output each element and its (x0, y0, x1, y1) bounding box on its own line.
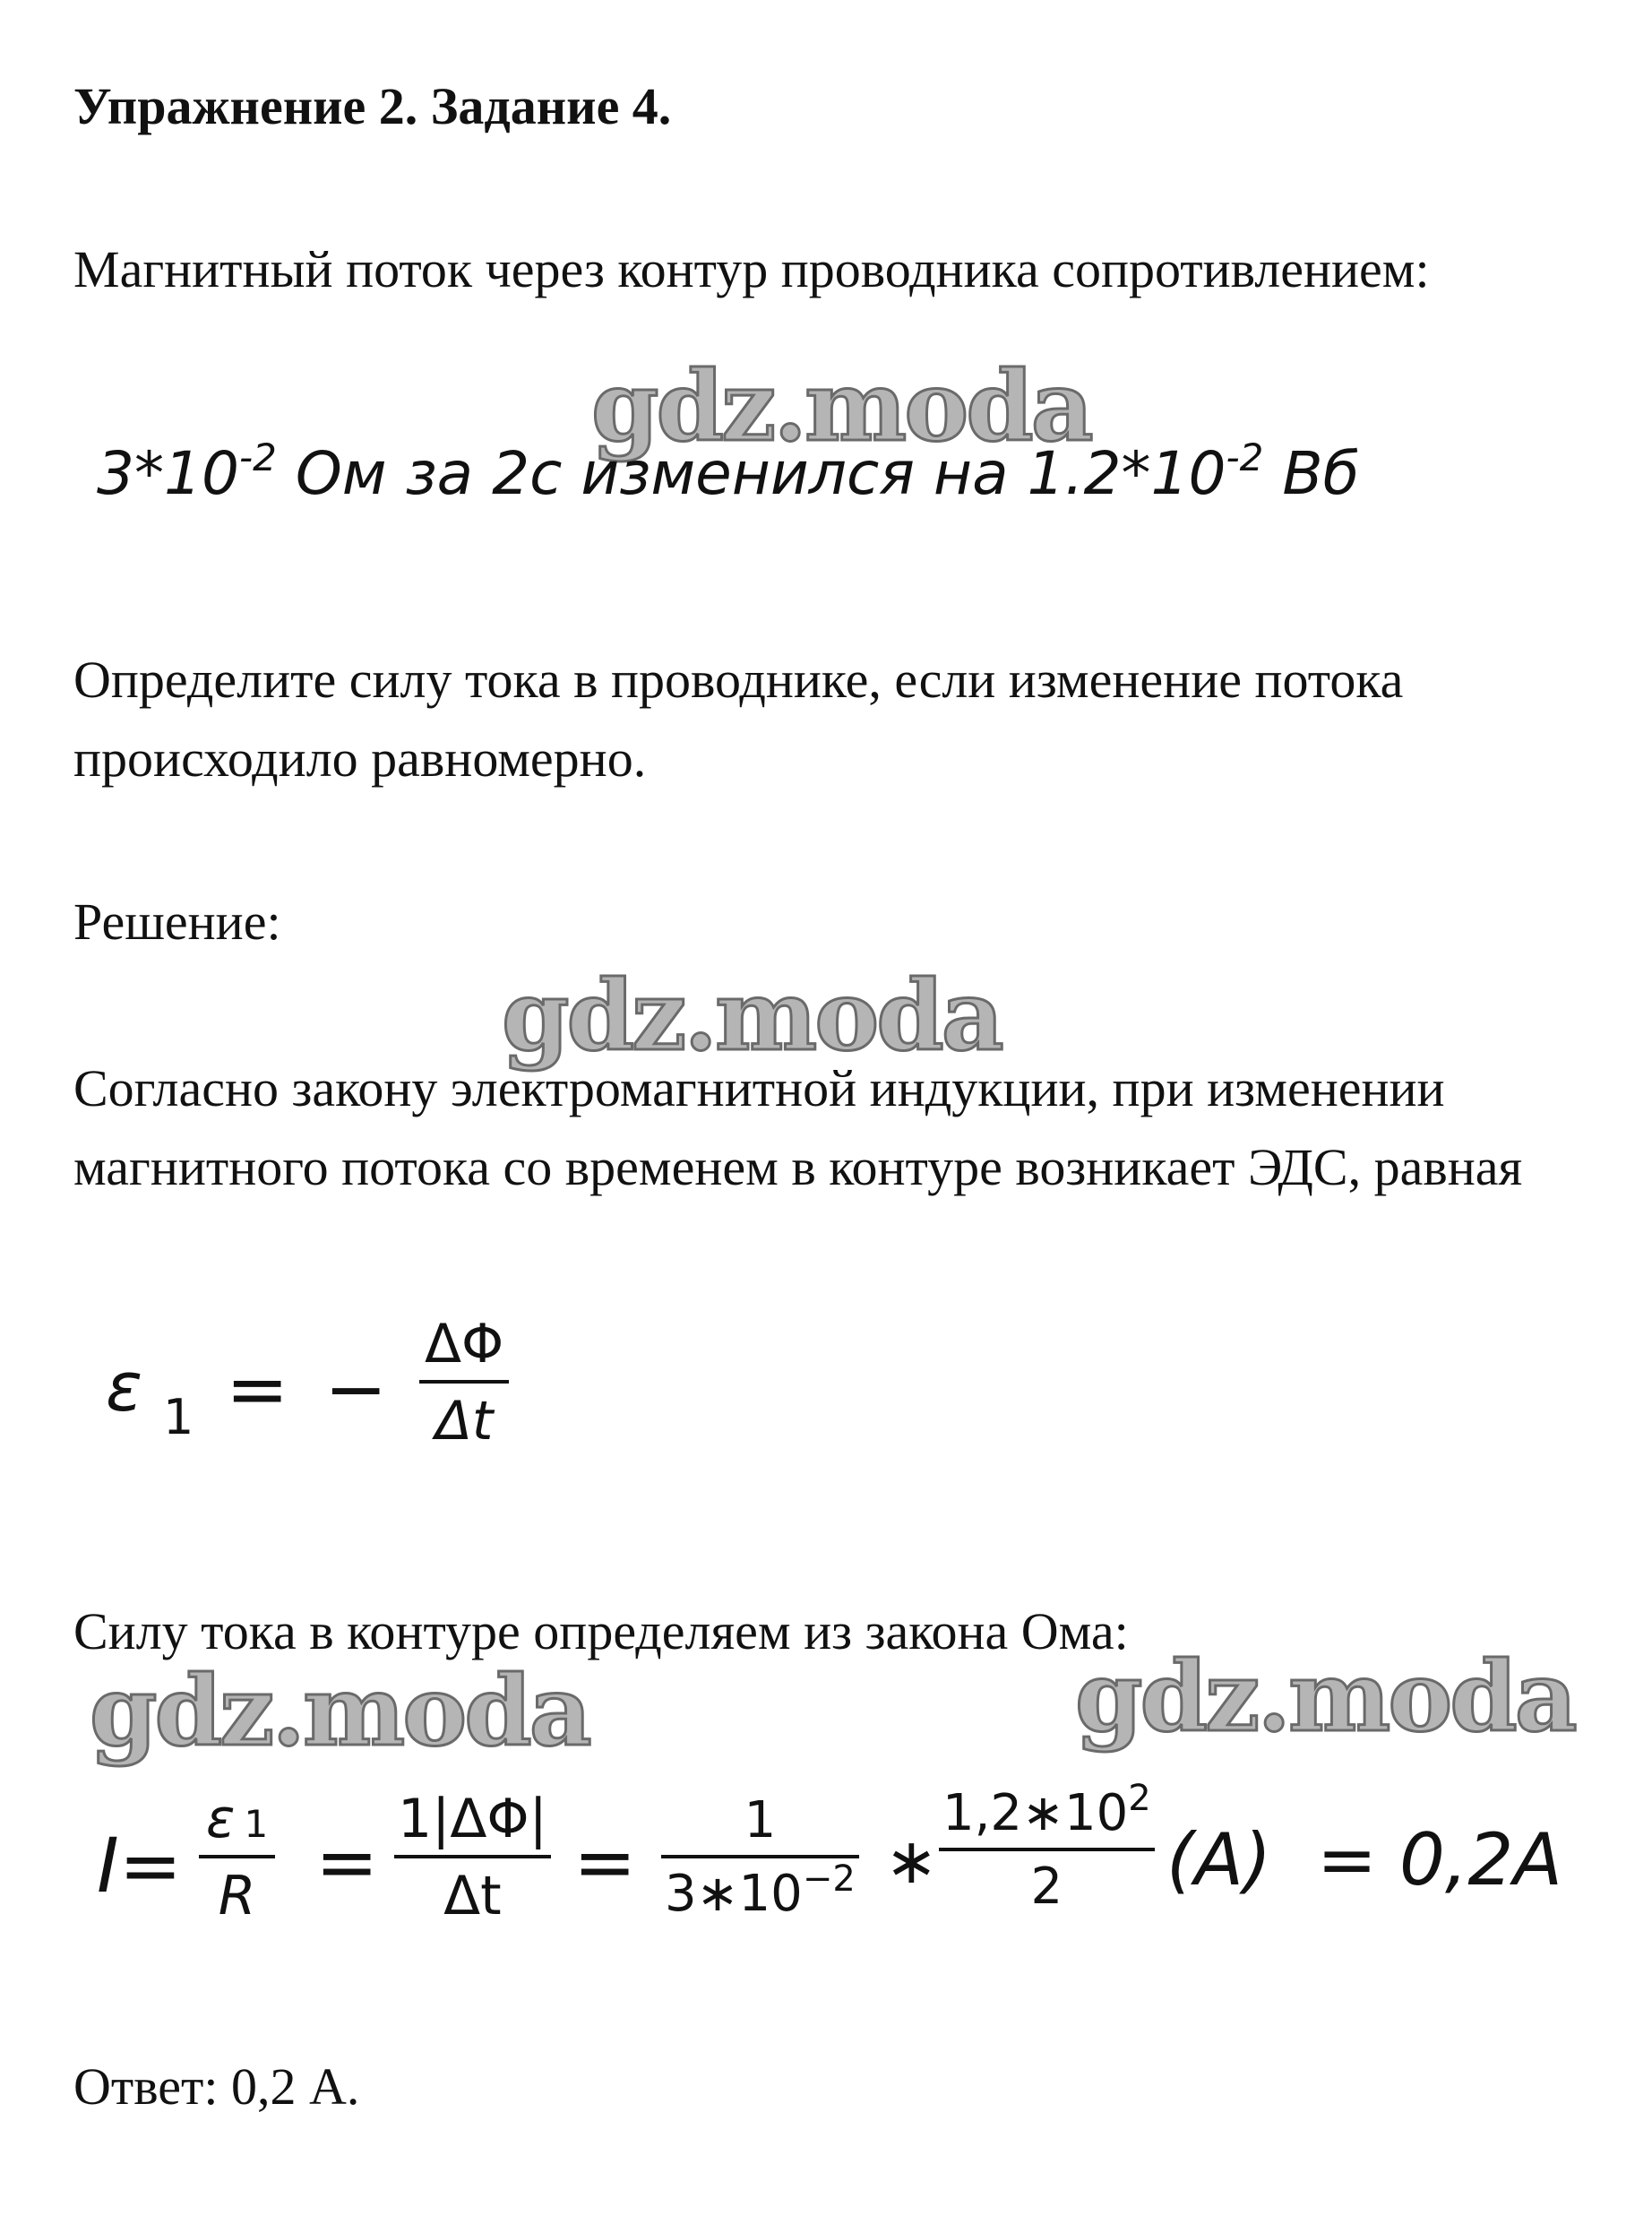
given-values-line (97, 435, 1360, 508)
fraction-emf-numerator (199, 1788, 275, 1855)
fraction-one-numerator: 1 (744, 1791, 777, 1849)
solution-text-line-1: Согласно закону электромагнитной индукции, при изменении (73, 1059, 1445, 1117)
resistance-coefficient: 3*10 (97, 439, 239, 508)
resistance-exponent: −2 (802, 1858, 856, 1900)
fraction-time-denominator (443, 1858, 502, 1927)
fraction-one-over-resistance (661, 1791, 859, 1923)
resistance-exponent: -2 (238, 435, 277, 479)
watermark: gdz.moda (502, 960, 1002, 1073)
equals-sign-1: = (315, 1818, 379, 1906)
fraction-r-denominator: R (218, 1865, 256, 1927)
flux-value-exponent: 2 (1128, 1778, 1151, 1819)
emf-subscript: 1 (244, 1802, 269, 1846)
exercise-heading: Упражнение 2. Задание 4. (73, 77, 672, 135)
result-value: 0,2A (1399, 1818, 1562, 1901)
flux-exponent: -2 (1226, 435, 1264, 479)
emf-numerator: ΔΦ (425, 1313, 504, 1375)
flux-unit: Вб (1263, 439, 1360, 508)
emf-minus: − (324, 1345, 388, 1433)
unit-ampere: (A) (1166, 1818, 1272, 1901)
given-middle-text: Ом за 2с изменился на 1.2*10 (276, 439, 1226, 508)
fraction-emf-over-r (199, 1788, 275, 1927)
watermark: gdz.moda (1075, 1641, 1575, 1754)
delta-t: Δt (443, 1865, 502, 1927)
current-lhs: I= (97, 1822, 183, 1910)
emf-symbol: ε (206, 1788, 236, 1850)
fraction-flux-numerator: 1|ΔΦ| (398, 1788, 547, 1850)
fraction-flux-over-time (394, 1788, 551, 1927)
equals-sign-2: = (573, 1818, 637, 1906)
question-line-1: Определите силу тока в проводнике, если изменение потока (73, 651, 1404, 709)
emf-fraction (419, 1313, 509, 1453)
multiply-sign: ∗ (885, 1824, 938, 1898)
watermark: gdz.moda (90, 1655, 589, 1768)
solution-text-line-2: магнитного потока со временем в контуре возникает ЭДС, равная (73, 1138, 1523, 1196)
emf-equals: = (226, 1345, 289, 1433)
solution-label: Решение: (73, 892, 281, 951)
emf-subscript: 1 (163, 1389, 194, 1445)
resistance-base: 3∗10 (665, 1865, 803, 1923)
emf-symbol: ε (106, 1347, 143, 1427)
emf-denominator: Δt (435, 1390, 494, 1453)
equals-sign-3: = (1317, 1818, 1378, 1901)
fraction-resistance-denominator (661, 1858, 859, 1923)
fraction-flux-value-over-time (939, 1778, 1155, 1916)
flux-value-base: 1,2∗10 (942, 1784, 1129, 1842)
watermark: gdz.moda (591, 350, 1091, 463)
question-line-2: происходило равномерно. (73, 729, 647, 788)
fraction-flux-value-numerator (939, 1778, 1155, 1848)
ohm-law-text: Силу тока в контуре определяем из закона Ома: (73, 1602, 1129, 1660)
answer-line: Ответ: 0,2 А. (73, 2057, 360, 2116)
problem-line-1: Магнитный поток через контур проводника сопротивлением: (73, 240, 1430, 298)
fraction-two-denominator: 2 (1030, 1858, 1063, 1916)
